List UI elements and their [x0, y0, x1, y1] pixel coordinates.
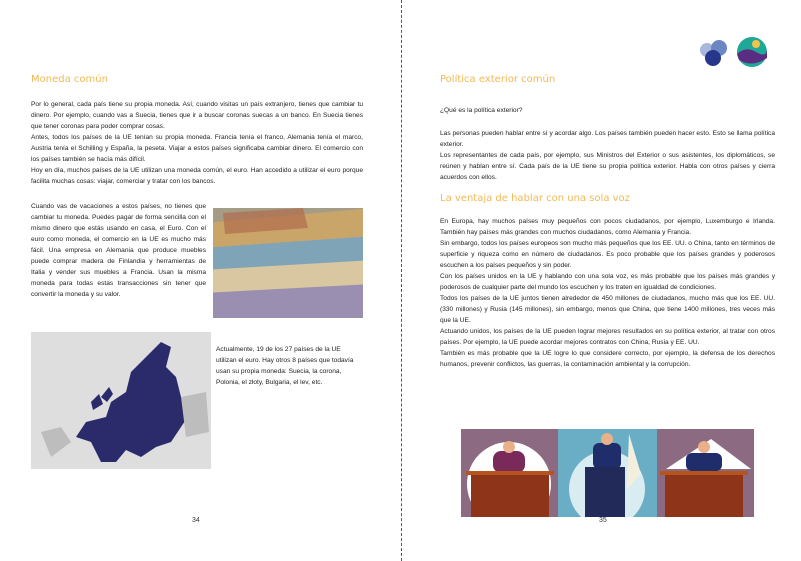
paragraph: Con los países unidos en la UE y hablando con una sola voz, es más probable que los países más grandes y poderosos de cualquier parte del mundo los escuchen y los traten en igualdad de condiciones.	[440, 273, 775, 291]
foreign-policy-text	[440, 128, 775, 183]
intro-text	[31, 99, 363, 187]
page-divider	[401, 0, 402, 561]
page-number: 34	[192, 517, 200, 524]
paragraph: Sin embargo, todos los países europeos son mucho más pequeños que los EE. UU. o China, tanto en términos de superficie y riqueza como en número de ciudadanos. Es poco probable que los países grandes y poderosos escuchen a los países pequeños y sin poder.	[440, 240, 775, 269]
question: ¿Qué es la política exterior?	[440, 107, 523, 114]
illustration-logo	[736, 36, 768, 73]
paragraph: En Europa, hay muchos países muy pequeños con pocos ciudadanos, por ejemplo, Luxemburgo e Irlanda. También hay países más grandes con muchos ciudadanos, como Alemania y Francia.	[440, 218, 775, 236]
eurozone-map	[31, 332, 211, 469]
euro-banknotes-photo	[213, 208, 363, 318]
paragraph: También es más probable que la UE logre lo que considere correcto, por ejemplo, la defensa de los derechos humanos, prevenir conflictos, las guerras, la contaminación ambiental y la corrupción.	[440, 350, 775, 368]
paragraph: Cuando vas de vacaciones a estos países, no tienes que cambiar tu moneda. Puedes pagar de forma sencilla con el mismo dinero que estás usando en casa, el Euro. Con el euro como moneda, el comercio en la UE es mucho más fácil. Una empresa en Alemania que produce muebles puede comprar madera de Finlandia y herramientas de Italia y vender sus muebles a Francia. Usan la misma moneda para todas estas transacciones sin tener que convertir la moneda y su valor.	[31, 203, 206, 298]
vacation-text	[31, 201, 206, 300]
paragraph: Todos los países de la UE juntos tienen alrededor de 450 millones de ciudadanos, mucho más que los EE. UU. (330 millones) y Rusia (145 millones), sin embargo, menos que China, que tiene 1400 millones, tres veces más que la UE.	[440, 295, 775, 324]
diplomats-illustration	[461, 429, 754, 517]
paragraph: Los representantes de cada país, por ejemplo, sus Ministros del Exterior o sus asistentes, los diplomáticos, se reúnen y hablan entre sí. Cada país de la UE tiene su propia política exterior. Habla con otros países y cierra acuerdos con ellos.	[440, 152, 775, 181]
one-voice-text	[440, 216, 775, 370]
page-number: 35	[599, 517, 607, 524]
heading-politica-exterior: Política exterior común	[440, 74, 556, 85]
paragraph: Antes, todos los países de la UE tenían su propia moneda. Francia tenía el franco, Alemania tenía el marco, Austria tenía el Schilling y España, la peseta. Viajar a estos países significaba cambiar dinero. El comercio con los países también se hacía más difícil.	[31, 134, 363, 163]
map-caption	[216, 344, 356, 388]
your-say-logo	[697, 38, 729, 71]
paragraph: Por lo general, cada país tiene su propia moneda. Así, cuando visitas un país extranjero, tienes que cambiar tu dinero. Por ejemplo, cuando vas a Suecia, tienes que ir a buscar coronas suecas a un banco. En Suecia tienes que tener coronas para poder comprar cosas.	[31, 101, 363, 130]
paragraph: Las personas pueden hablar entre sí y acordar algo. Los países también pueden hacer esto. Esto se llama política exterior.	[440, 130, 775, 148]
paragraph: Hoy en día, muchos países de la UE utilizan una moneda común, el euro. Han accedido a utilizar el euro porque facilita muchas cosas: viajar, comerciar y tratar con los bancos.	[31, 167, 363, 185]
paragraph: Actualmente, 19 de los 27 países de la UE utilizan el euro. Hay otros 8 países que todavía usan su propia moneda: Suecia, la corona, Polonia, el złoty, Bulgaria, el lev, etc.	[216, 346, 354, 386]
subheading-una-sola-voz: La ventaja de hablar con una sola voz	[440, 193, 630, 204]
paragraph: Actuando unidos, los países de la UE pueden lograr mejores resultados en su política exterior, al tratar con otros países. Por ejemplo, la UE puede acordar mejores contratos con China, Rusia y EE. UU.	[440, 328, 775, 346]
heading-moneda-comun: Moneda común	[31, 74, 108, 85]
